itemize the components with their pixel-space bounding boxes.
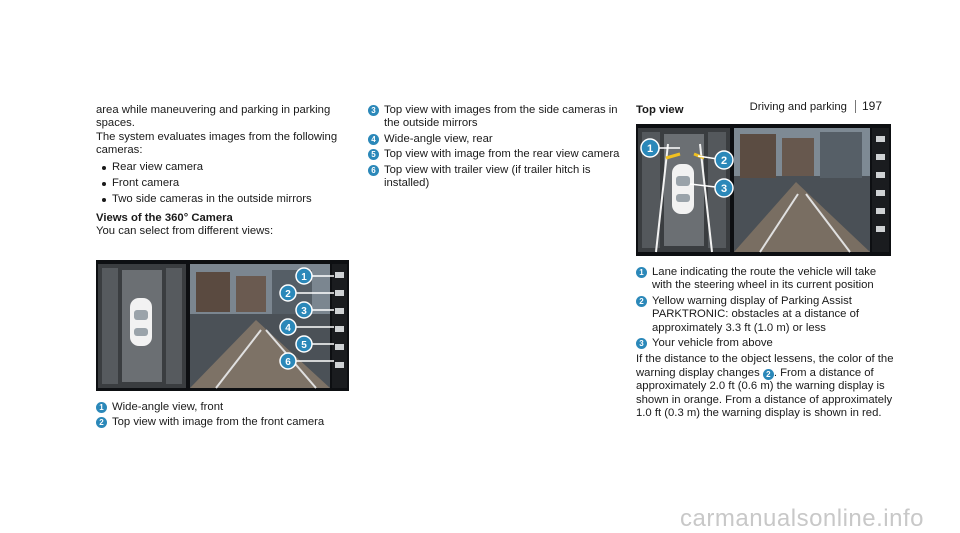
legend-text: Top view with image from the rear view camera <box>384 148 620 161</box>
top-view-figure <box>636 124 891 256</box>
legend-badge: 3 <box>636 338 647 349</box>
camera-list <box>96 161 352 207</box>
callout-label: 6 <box>285 357 291 368</box>
paragraph-text: . From a distance of approximately 2.0 ft (0.6 m) the warning display is shown in orange. From a distance of approximately 1.0 ft (0.3 m) the warning display is shown in red. <box>636 366 893 420</box>
callout-label: 4 <box>285 323 291 334</box>
legend-text: Your vehicle from above <box>652 337 773 350</box>
column-left <box>96 104 352 239</box>
column-middle <box>368 104 626 192</box>
views-legend-left <box>96 401 352 432</box>
legend-item <box>636 295 894 335</box>
callout-label: 2 <box>285 289 291 300</box>
watermark: carmanualsonline.info <box>680 504 924 532</box>
legend-item <box>636 266 894 293</box>
legend-badge: 1 <box>96 402 107 413</box>
callout-label: 5 <box>301 340 307 351</box>
camera-item: Two side cameras in the outside mirrors <box>96 193 352 206</box>
legend-text: Wide-angle view, front <box>112 401 224 413</box>
legend-text: Wide-angle view, rear <box>384 132 493 145</box>
legend-item <box>96 416 352 429</box>
legend-badge: 5 <box>368 149 379 160</box>
column-right <box>636 104 894 117</box>
top-view-illustration <box>636 124 891 256</box>
legend-item <box>636 337 894 350</box>
legend-text: Yellow warning display of Parking Assist PARKTRONIC: obstacles at a distance of approximately 3.3 ft (1.0 m) or less <box>652 294 859 334</box>
legend-text: Top view with image from the front camera <box>112 416 325 429</box>
camera-views-illustration <box>96 260 349 391</box>
legend-item <box>368 164 626 191</box>
distance-paragraph <box>636 353 894 420</box>
camera-item: Front camera <box>96 177 352 190</box>
legend-badge: 4 <box>368 134 379 145</box>
page-number: 197 <box>855 100 882 113</box>
legend-item <box>96 401 352 414</box>
intro-text: area while maneuvering and parking in parking spaces. <box>96 104 331 130</box>
legend-text: Top view with images from the side cameras in the outside mirrors <box>384 104 618 130</box>
legend-text: Top view with trailer view (if trailer hitch is installed) <box>384 163 591 190</box>
callout-label: 1 <box>301 272 307 283</box>
legend-item <box>368 148 626 161</box>
section-title: Driving and parking <box>749 101 847 113</box>
paragraph-text: If the distance to the object lessens, the color of the warning display changes <box>636 353 894 379</box>
top-view-legend <box>636 266 894 420</box>
legend-badge: 2 <box>636 296 647 307</box>
legend-item <box>368 104 626 131</box>
vehicle-top-icon <box>130 298 152 346</box>
callout-label: 3 <box>720 183 728 195</box>
callout-label: 3 <box>301 306 307 317</box>
legend-badge: 3 <box>368 105 379 116</box>
legend-item <box>368 133 626 146</box>
callout-label: 1 <box>646 143 654 155</box>
camera-views-figure <box>96 260 349 391</box>
legend-badge: 6 <box>368 165 379 176</box>
legend-badge: 1 <box>636 267 647 278</box>
system-text: The system evaluates images from the following cameras: <box>96 130 338 157</box>
legend-text: Lane indicating the route the vehicle will take with the steering wheel in its current position <box>652 266 877 292</box>
views-intro: You can select from different views: <box>96 225 274 238</box>
views-heading: Views of the 360° Camera <box>96 211 233 224</box>
camera-item: Rear view camera <box>96 161 352 174</box>
top-view-heading: Top view <box>636 104 684 116</box>
callout-label: 2 <box>720 155 728 167</box>
legend-badge: 2 <box>96 417 107 428</box>
inline-badge: 2 <box>763 369 774 380</box>
vehicle-top-icon <box>672 164 694 214</box>
